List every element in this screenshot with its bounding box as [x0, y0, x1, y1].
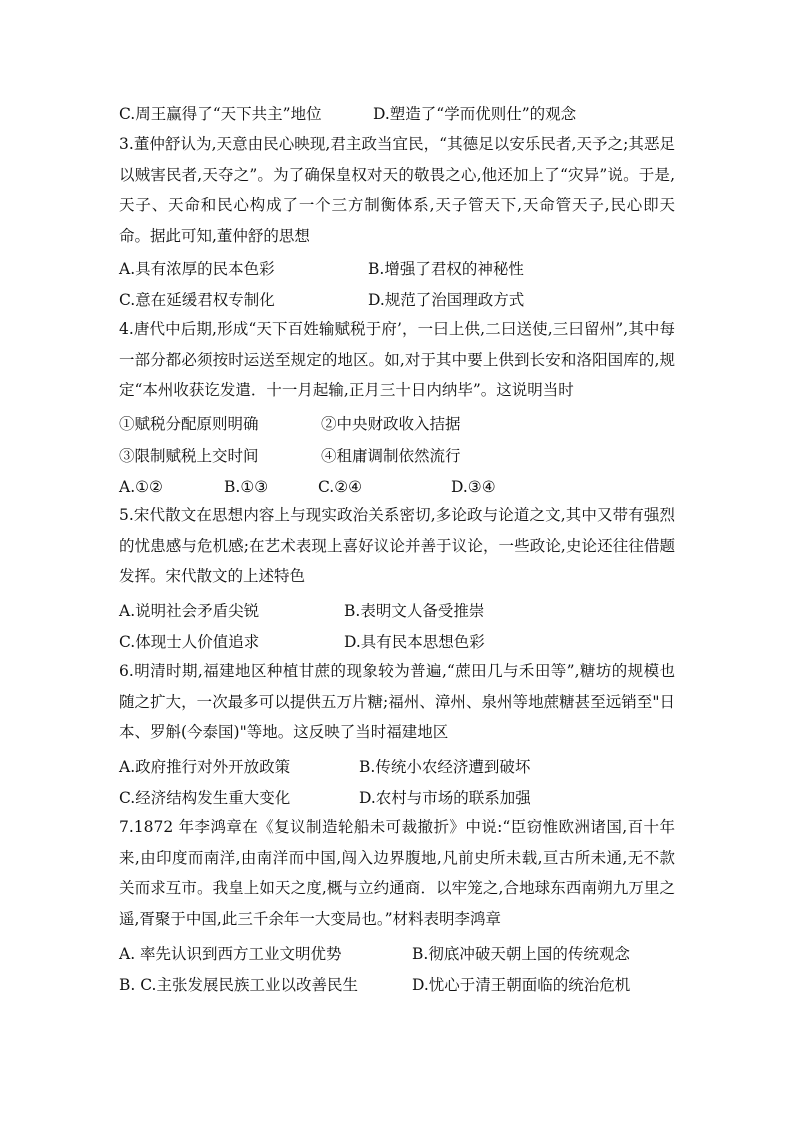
q4-item-1: ①赋税分配原则明确: [119, 415, 259, 433]
q7-option-b[interactable]: B.彻底冲破天朝上国的传统观念: [412, 945, 630, 963]
q4-option-a[interactable]: A.①②: [119, 478, 163, 496]
q7-option-d[interactable]: D.忧心于清王朝面临的统治危机: [412, 976, 631, 994]
q3-option-a[interactable]: A.具有浓厚的民本色彩: [119, 260, 275, 278]
q4-option-d[interactable]: D.③④: [451, 478, 496, 496]
q6-stem: 6.明清时期,福建地区种植甘蔗的现象较为普遍,“蔗田几与禾田等”,糖坊的规模也随之扩大，一次最多可以提供五万片糖;福州、漳州、泉州等地蔗糖甚至远销至"日本、罗斛(今泰国)"等地。这反映了当时福建地区: [119, 662, 675, 742]
q4-stem: 4.唐代中后期,形成“天下百姓输赋税于府’，一曰上供,二曰送使,三曰留州”,其中每一部分都必须按时运送至规定的地区。如,对于其中要上供到长安和洛阳国库的,规定“本州收获讫发遣．十一月起输,正月三十日内纳毕”。这说明当时: [119, 320, 675, 400]
q7-option-c[interactable]: B. C.主张发展民族工业以改善民生: [119, 976, 358, 994]
q4-option-c[interactable]: C.②④: [318, 478, 363, 496]
q2-option-d[interactable]: D.塑造了“学而优则仕”的观念: [373, 105, 577, 123]
q4-option-b[interactable]: B.①③: [224, 478, 269, 496]
q7-option-a[interactable]: A. 率先认识到西方工业文明优势: [119, 945, 342, 963]
q6-option-c[interactable]: C.经济结构发生重大变化: [119, 789, 291, 807]
q7-stem: 7.1872 年李鸿章在《复议制造轮船未可裁撤折》中说:“臣窃惟欧洲诸国,百十年来,由印度而南洋,由南洋而中国,闯入边界腹地,凡前史所未载,亘古所未通,无不款关而求互市。我皇上如天之度,概与立约通商．以牢笼之,合地球东西南朔九万里之遥,胥聚于中国,此三千余年一大变局也。”材料表明李鸿章: [119, 818, 675, 928]
q3-option-c[interactable]: C.意在延缓君权专制化: [119, 291, 275, 309]
q5-option-a[interactable]: A.说明社会矛盾尖锐: [119, 602, 260, 620]
q4-item-3: ③限制赋税上交时间: [119, 447, 259, 465]
q2-option-c[interactable]: C.周王赢得了“天下共主”地位: [119, 105, 322, 123]
q4-item-2: ②中央财政收入拮据: [321, 415, 461, 433]
q3-option-d[interactable]: D.规范了治国理政方式: [368, 291, 525, 309]
q5-stem: 5.宋代散文在思想内容上与现实政治关系密切,多论政与论道之文,其中又带有强烈的忧患感与危机感;在艺术表现上喜好议论并善于议论，一些政论,史论还往往借题发挥。宋代散文的上述特色: [119, 506, 675, 586]
q6-option-d[interactable]: D.农村与市场的联系加强: [359, 789, 531, 807]
q4-item-4: ④租庸调制依然流行: [321, 447, 461, 465]
q6-option-b[interactable]: B.传统小农经济遭到破坏: [359, 758, 531, 776]
q3-stem: 3.董仲舒认为,天意由民心映现,君主政当宜民，“其德足以安乐民者,天予之;其恶足以贼害民者,天夺之”。为了确保皇权对天的敬畏之心,他还加上了“灾异”说。于是,天子、天命和民心构成了一个三方制衡体系,天子管天下,天命管天子,民心即天命。据此可知,董仲舒的思想: [119, 135, 675, 245]
q3-option-b[interactable]: B.增强了君权的神秘性: [368, 260, 524, 278]
q6-option-a[interactable]: A.政府推行对外开放政策: [119, 758, 291, 776]
q5-option-b[interactable]: B.表明文人备受推崇: [344, 602, 485, 620]
q5-option-c[interactable]: C.体现士人价值追求: [119, 633, 260, 651]
q5-option-d[interactable]: D.具有民本思想色彩: [344, 633, 485, 651]
